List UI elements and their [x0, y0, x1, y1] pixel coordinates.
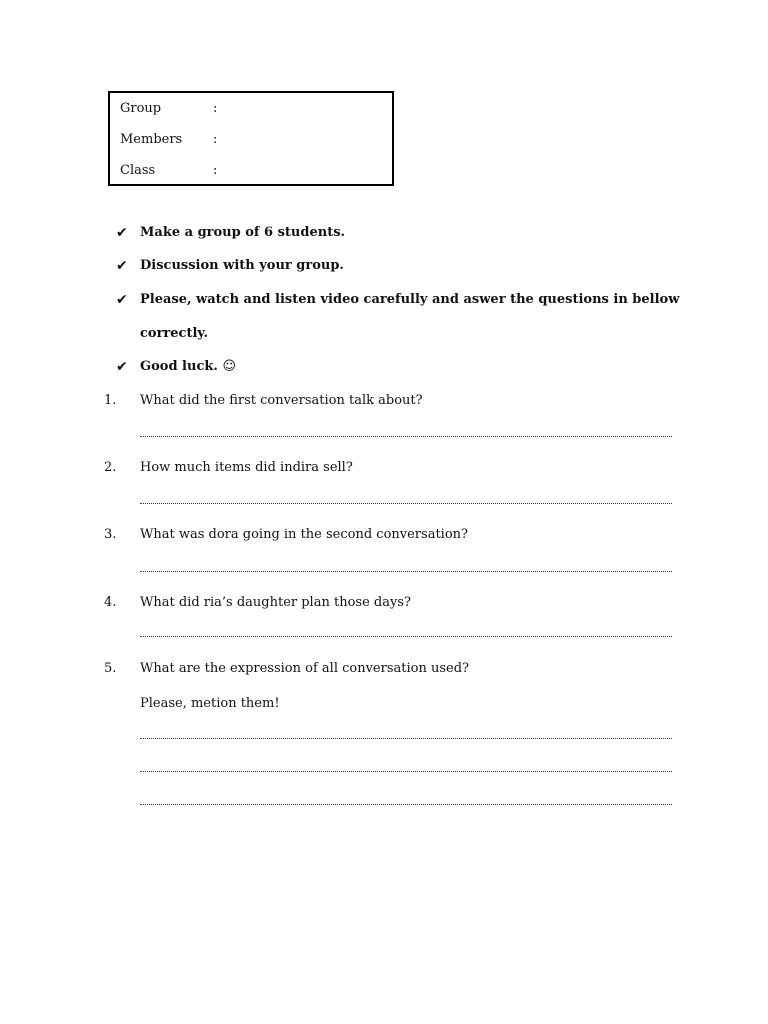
checklist-text: Discussion with your group.: [140, 258, 344, 273]
checklist-continuation: correctly.: [140, 326, 209, 341]
group-label: Group: [120, 101, 162, 116]
answer-line[interactable]: [140, 636, 672, 637]
question-number: 4.: [104, 595, 117, 610]
checkmark-icon: ✔: [116, 292, 128, 308]
info-box: [108, 91, 394, 186]
question-subtext: Please, metion them!: [140, 696, 280, 711]
smiley-icon: ☺: [222, 359, 236, 374]
class-colon: :: [213, 163, 218, 178]
answer-line[interactable]: [140, 804, 672, 805]
question-number: 3.: [104, 527, 117, 542]
checklist-text: Good luck.: [140, 359, 218, 374]
answer-line[interactable]: [140, 771, 672, 772]
question-text: What did the first conversation talk about?: [140, 393, 423, 408]
question-text: What was dora going in the second conversation?: [140, 527, 468, 542]
question-number: 2.: [104, 460, 117, 475]
question-number: 1.: [104, 393, 117, 408]
question-text: How much items did indira sell?: [140, 460, 353, 475]
class-label: Class: [120, 163, 156, 178]
checkmark-icon: ✔: [116, 225, 128, 241]
checklist-text: Make a group of 6 students.: [140, 225, 346, 240]
answer-line[interactable]: [140, 436, 672, 437]
members-colon: :: [213, 132, 218, 147]
checkmark-icon: ✔: [116, 258, 128, 274]
question-text: What did ria’s daughter plan those days?: [140, 595, 411, 610]
question-number: 5.: [104, 661, 117, 676]
checkmark-icon: ✔: [116, 359, 128, 375]
members-label: Members: [120, 132, 183, 147]
answer-line[interactable]: [140, 738, 672, 739]
group-colon: :: [213, 101, 218, 116]
checklist-text-wrap: [140, 359, 236, 375]
checklist-text: Please, watch and listen video carefully and aswer the questions in bellow: [140, 292, 680, 307]
question-text: What are the expression of all conversation used?: [140, 661, 470, 676]
answer-line[interactable]: [140, 571, 672, 572]
answer-line[interactable]: [140, 503, 672, 504]
